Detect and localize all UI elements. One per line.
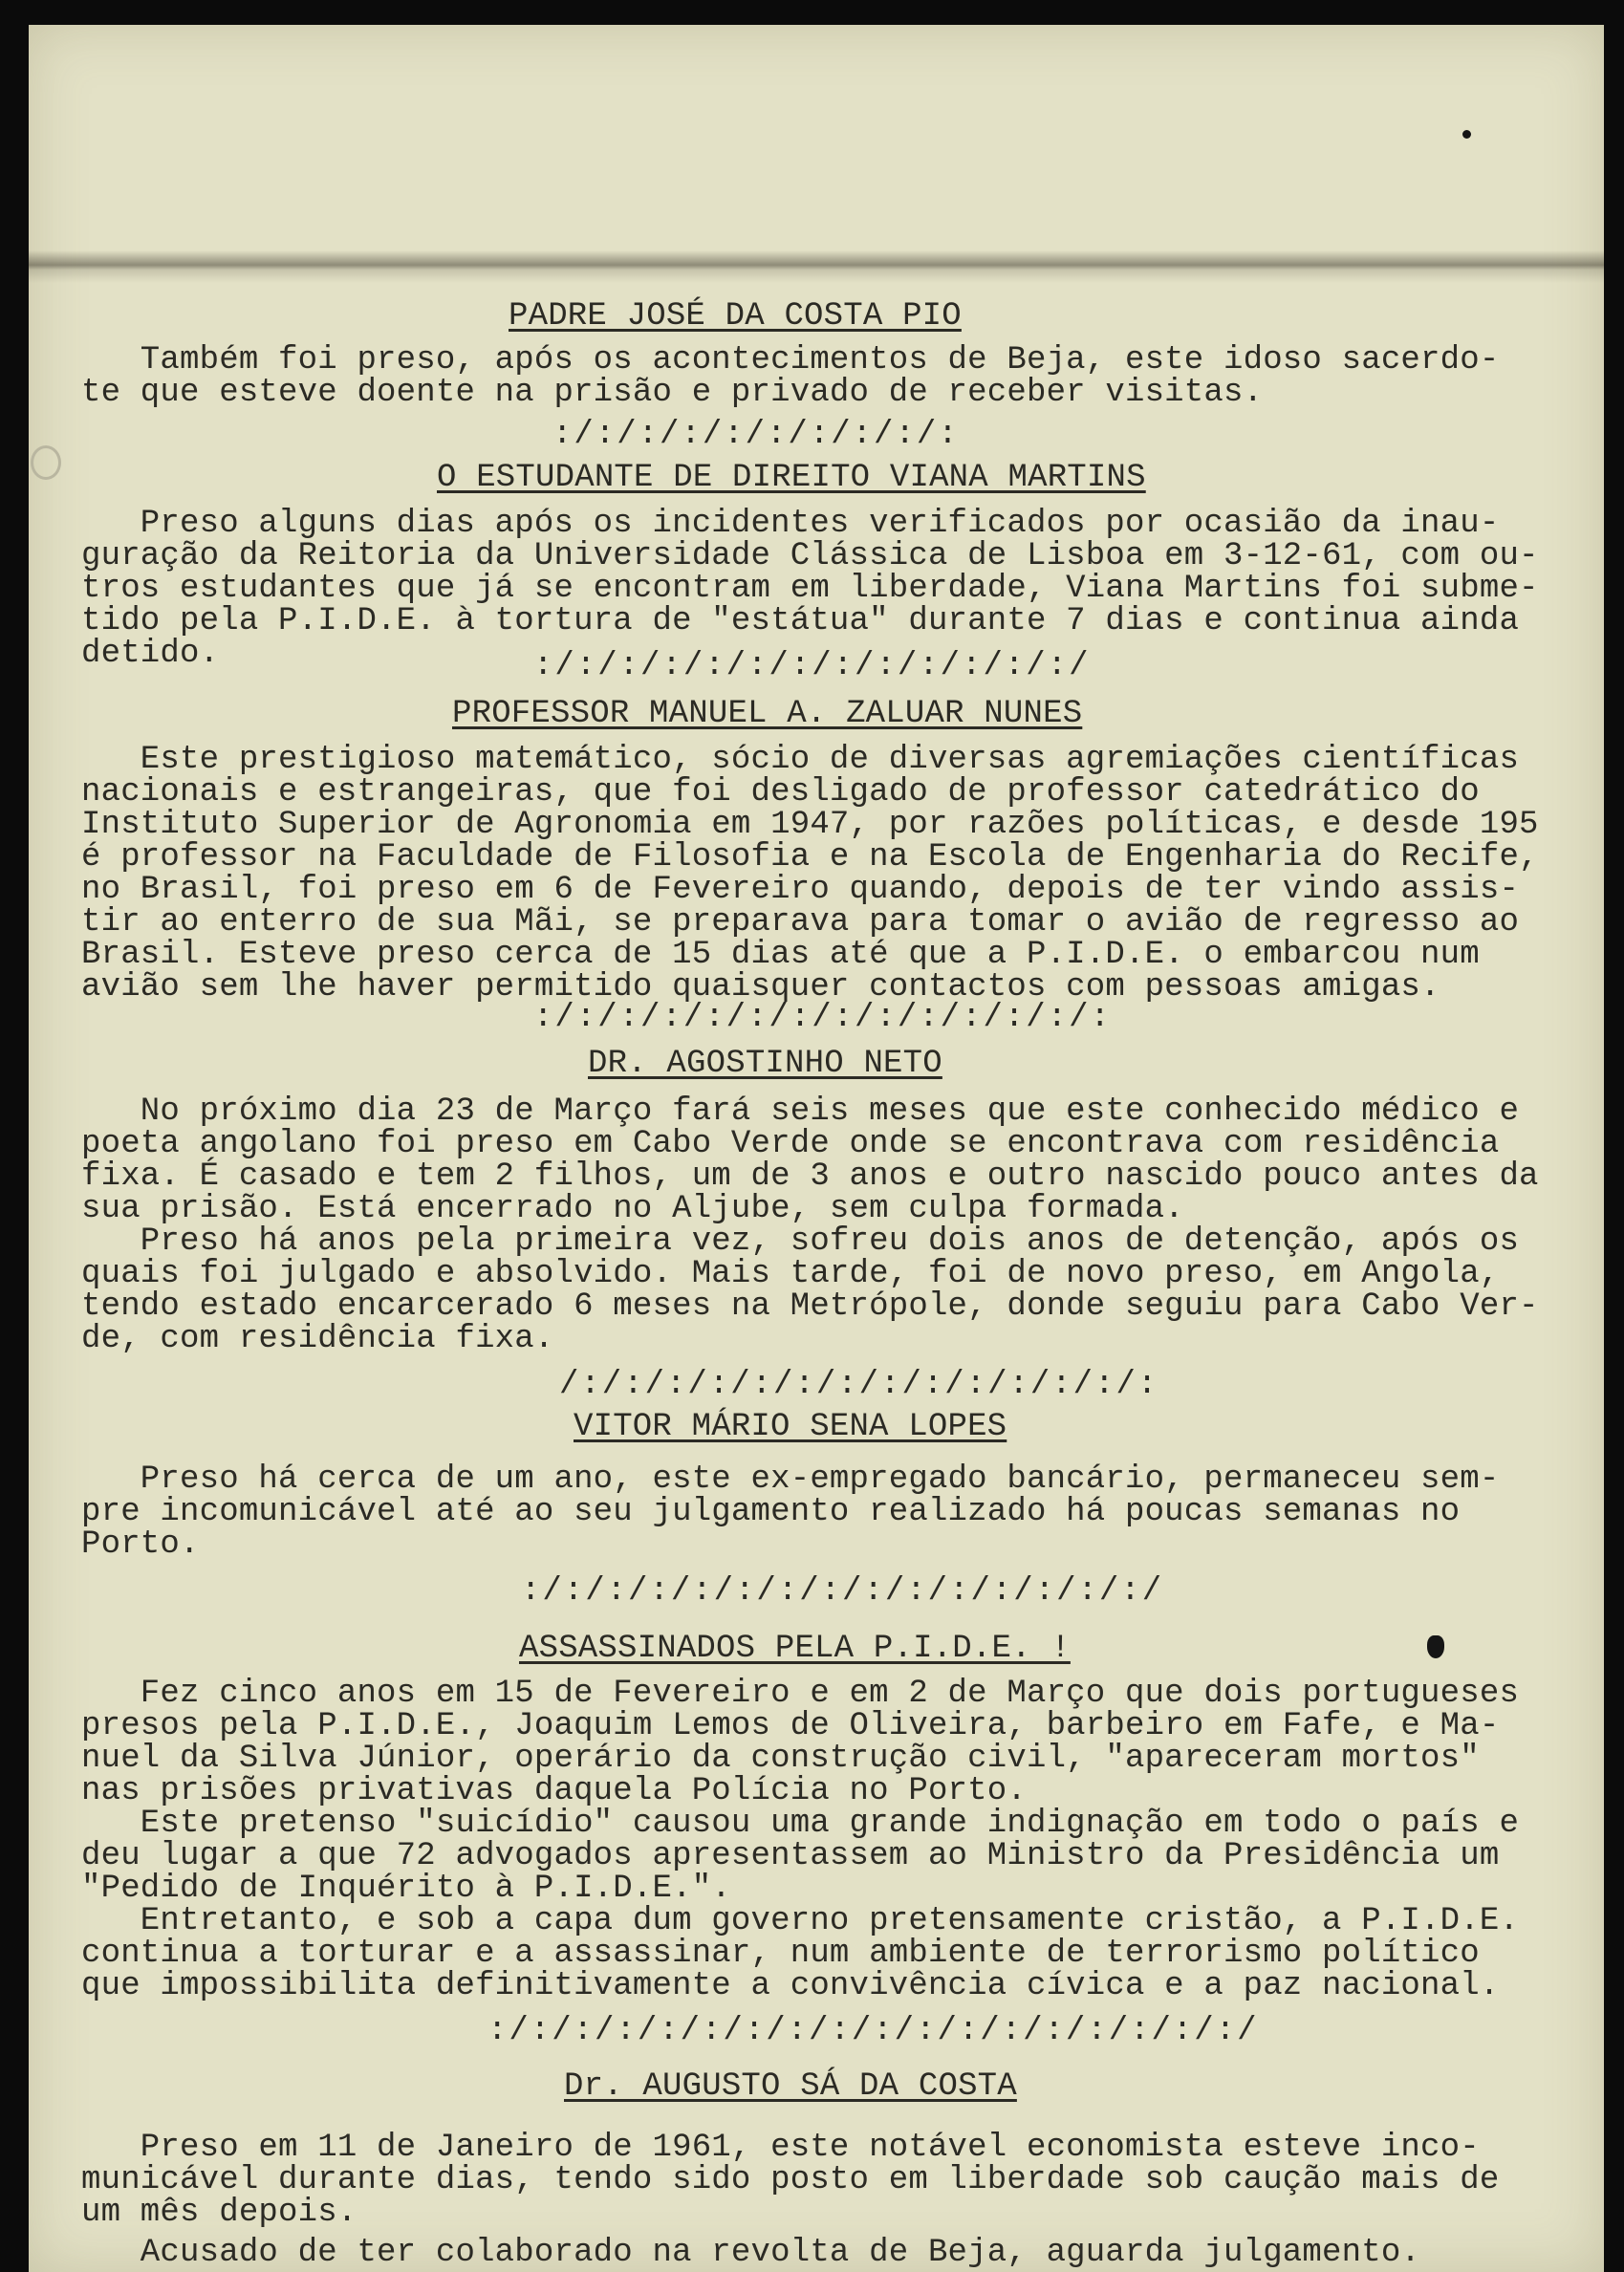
- body-line: nacionais e estrangeiras, que foi desligado de professor catedrático do: [81, 774, 1480, 811]
- body-line: de, com residência fixa.: [81, 1321, 554, 1357]
- body-line: nuel da Silva Júnior, operário da construção civil, "apareceram mortos": [81, 1741, 1480, 1777]
- section-heading: DR. AGOSTINHO NETO: [588, 1046, 942, 1082]
- body-line: que impossibilita definitivamente a convivência cívica e a paz nacional.: [81, 1968, 1500, 2004]
- document-text: [29, 25, 1604, 2272]
- body-line: Brasil. Esteve preso cerca de 15 dias até que a P.I.D.E. o embarcou num: [81, 937, 1480, 973]
- body-line: Porto.: [81, 1526, 200, 1563]
- body-line: fixa. É casado e tem 2 filhos, um de 3 anos e outro nascido pouco antes da: [81, 1158, 1539, 1195]
- body-line: municável durante dias, tendo sido posto em liberdade sob caução mais de: [81, 2162, 1500, 2198]
- body-line: quais foi julgado e absolvido. Mais tarde, foi de novo preso, em Angola,: [81, 1256, 1500, 1292]
- section-heading: PADRE JOSÉ DA COSTA PIO: [509, 298, 962, 335]
- section-heading: Dr. AUGUSTO SÁ DA COSTA: [564, 2068, 1017, 2105]
- body-line: tir ao enterro de sua Mãi, se preparava para tomar o avião de regresso ao: [81, 904, 1520, 941]
- section-heading: O ESTUDANTE DE DIREITO VIANA MARTINS: [437, 460, 1146, 496]
- body-line: Acusado de ter colaborado na revolta de Beja, aguarda julgamento.: [81, 2235, 1421, 2271]
- separator-line: :/:/:/:/:/:/:/:/:/:/:/:/:/:/:/:/:/:/: [487, 2013, 1259, 2049]
- section-heading: VITOR MÁRIO SENA LOPES: [574, 1409, 1007, 1445]
- body-line: tido pela P.I.D.E. à tortura de "estátua" durante 7 dias e continua ainda: [81, 603, 1520, 639]
- body-line: detido.: [81, 636, 220, 672]
- body-line: Preso em 11 de Janeiro de 1961, este notável economista esteve inco-: [81, 2130, 1480, 2166]
- body-line: te que esteve doente na prisão e privado de receber visitas.: [81, 375, 1264, 411]
- section-heading: PROFESSOR MANUEL A. ZALUAR NUNES: [452, 696, 1083, 732]
- body-line: é professor na Faculdade de Filosofia e na Escola de Engenharia do Recife,: [81, 839, 1539, 876]
- body-line: Preso há cerca de um ano, este ex-empregado bancário, permaneceu sem-: [81, 1461, 1500, 1498]
- body-line: tendo estado encarcerado 6 meses na Metrópole, donde seguiu para Cabo Ver-: [81, 1288, 1539, 1325]
- section-heading: ASSASSINADOS PELA P.I.D.E. !: [519, 1631, 1071, 1667]
- separator-line: :/:/:/:/:/:/:/:/:/:/:/:/:/: [533, 648, 1091, 684]
- body-line: Também foi preso, após os acontecimentos de Beja, este idoso sacerdo-: [81, 342, 1500, 379]
- body-line: Este prestigioso matemático, sócio de diversas agremiações científicas: [81, 742, 1520, 778]
- body-line: pre incomunicável até ao seu julgamento realizado há poucas semanas no: [81, 1494, 1461, 1530]
- body-line: No próximo dia 23 de Março fará seis meses que este conhecido médico e: [81, 1093, 1520, 1130]
- body-line: tros estudantes que já se encontram em liberdade, Viana Martins foi subme-: [81, 571, 1539, 607]
- body-line: avião sem lhe haver permitido quaisquer contactos com pessoas amigas.: [81, 969, 1440, 1006]
- body-line: poeta angolano foi preso em Cabo Verde onde se encontrava com residência: [81, 1126, 1500, 1162]
- body-line: Preso há anos pela primeira vez, sofreu dois anos de detenção, após os: [81, 1223, 1520, 1260]
- body-line: presos pela P.I.D.E., Joaquim Lemos de Oliveira, barbeiro em Fafe, e Ma-: [81, 1708, 1500, 1744]
- body-line: Entretanto, e sob a capa dum governo pretensamente cristão, a P.I.D.E.: [81, 1903, 1520, 1939]
- body-line: Preso alguns dias após os incidentes verificados por ocasião da inau-: [81, 506, 1500, 542]
- body-line: guração da Reitoria da Universidade Clássica de Lisboa em 3-12-61, com ou-: [81, 538, 1539, 574]
- separator-line: :/:/:/:/:/:/:/:/:/:/:/:/:/:/:/: [521, 1573, 1164, 1610]
- body-line: continua a torturar e a assassinar, num ambiente de terrorismo político: [81, 1936, 1480, 1972]
- body-line: um mês depois.: [81, 2195, 357, 2231]
- separator-line: :/:/:/:/:/:/:/:/:/:: [552, 417, 960, 453]
- body-line: Fez cinco anos em 15 de Fevereiro e em 2 de Março que dois portugueses: [81, 1676, 1520, 1712]
- body-line: nas prisões privativas daquela Polícia no Porto.: [81, 1773, 1027, 1809]
- body-line: no Brasil, foi preso em 6 de Fevereiro quando, depois de ter vindo assis-: [81, 872, 1520, 908]
- body-line: deu lugar a que 72 advogados apresentassem ao Ministro da Presidência um: [81, 1838, 1500, 1874]
- body-line: Este pretenso "suicídio" causou uma grande indignação em todo o país e: [81, 1806, 1520, 1842]
- body-line: sua prisão. Está encerrado no Aljube, sem culpa formada.: [81, 1191, 1184, 1227]
- body-line: Instituto Superior de Agronomia em 1947, por razões políticas, e desde 195: [81, 807, 1539, 843]
- separator-line: :/:/:/:/:/:/:/:/:/:/:/:/:/:: [533, 1000, 1112, 1036]
- separator-line: /:/:/:/:/:/:/:/:/:/:/:/:/:/:: [559, 1367, 1159, 1403]
- document-page: [29, 25, 1604, 2272]
- body-line: "Pedido de Inquérito à P.I.D.E.".: [81, 1871, 731, 1907]
